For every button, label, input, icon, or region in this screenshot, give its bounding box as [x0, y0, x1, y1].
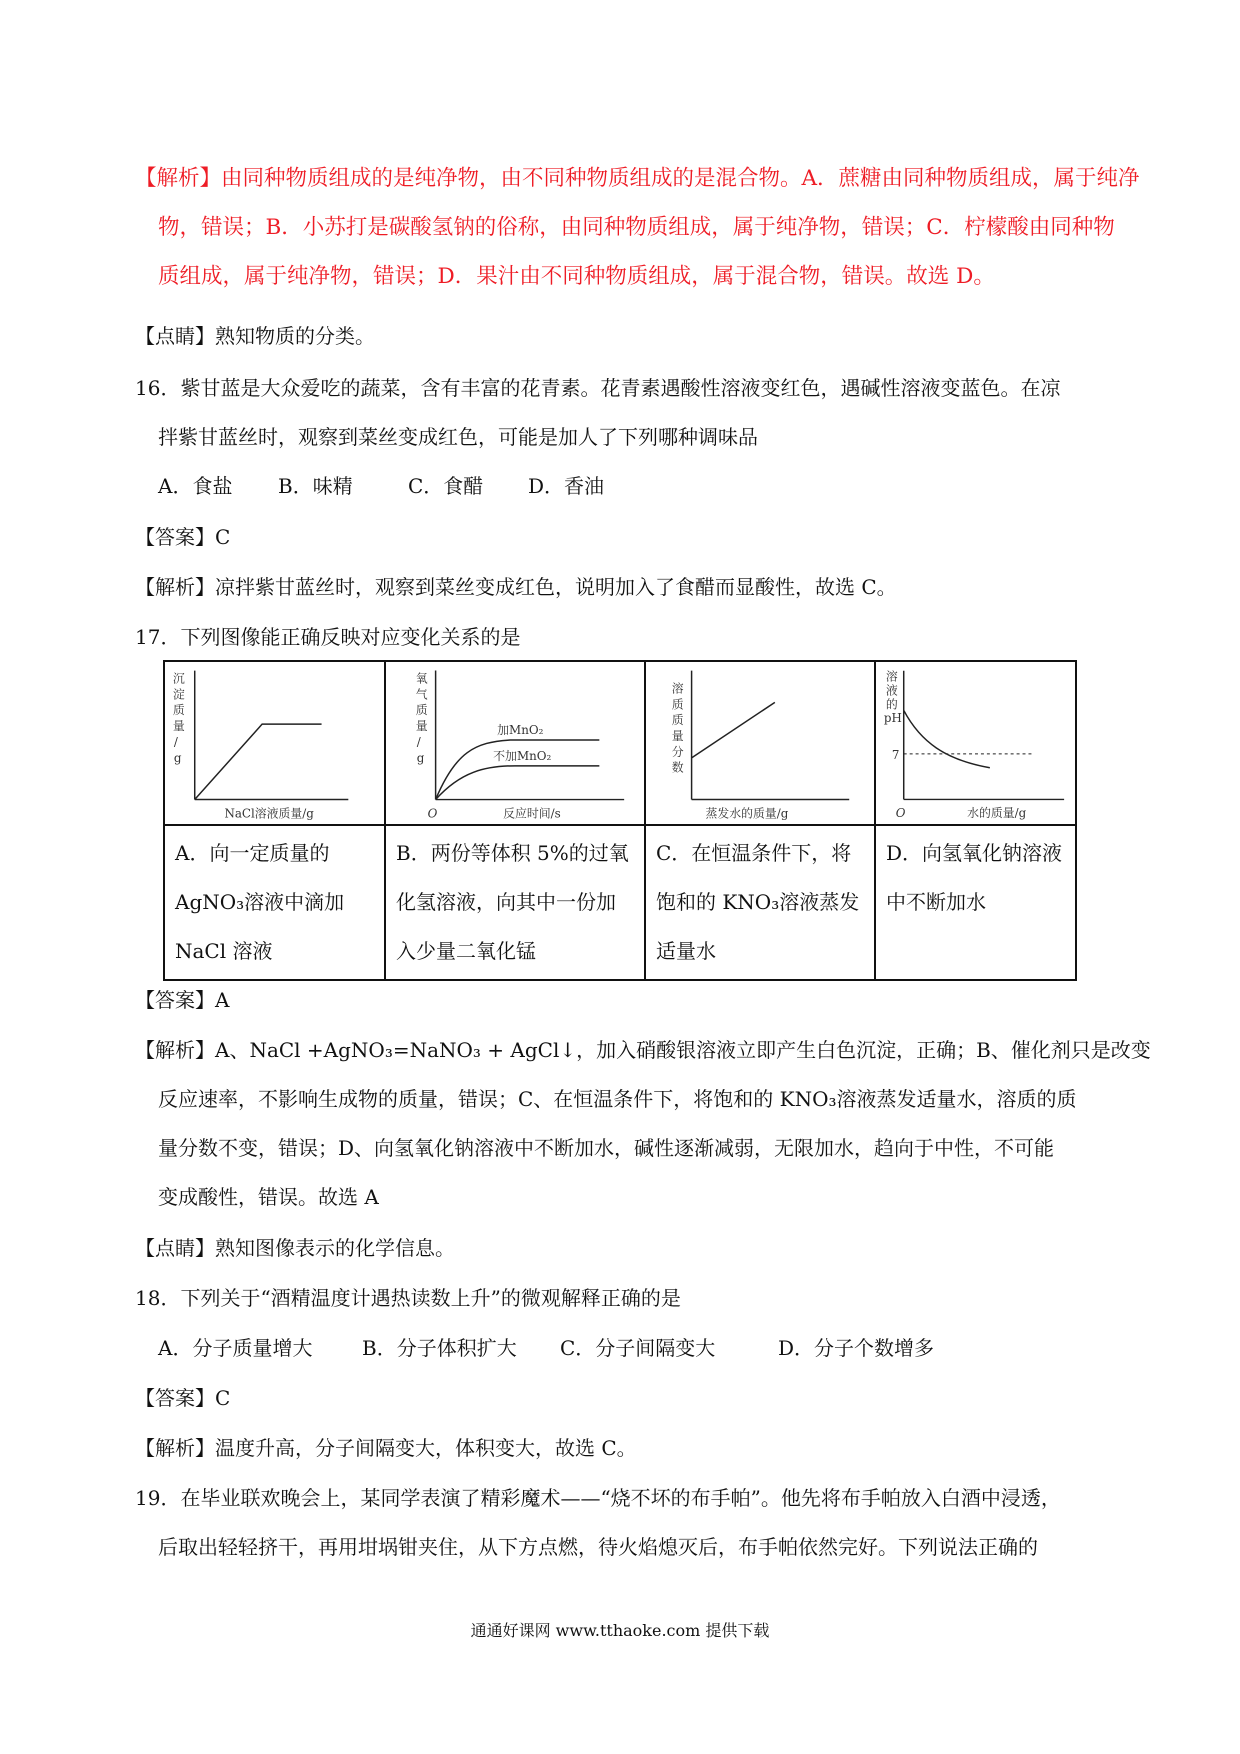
question-16-stem-line2: 拌紫甘蓝丝时，观察到菜丝变成红色，可能是加人了下列哪种调味品 [158, 425, 758, 449]
chart-c-solute-fraction [646, 662, 874, 824]
analysis-q15-line3: 质组成，属于纯净物，错误；D．果汁由不同种物质组成，属于混合物，错误。故选 D。 [158, 264, 995, 289]
question-18-option-b: B．分子体积扩大 [362, 1336, 517, 1360]
chart-a-precipitate-mass [165, 662, 384, 824]
chart-d-cell [875, 661, 1076, 825]
question-19-stem-line2: 后取出轻轻挤干，再用坩埚钳夹住，从下方点燃，待火焰熄灭后，布手帕依然完好。下列说法正确的 [158, 1535, 1038, 1559]
option-c-line-3: 适量水 [656, 939, 716, 963]
question-16-option-d: D．香油 [528, 474, 605, 498]
page-footer: 通通好课网 www.tthaoke.com 提供下载 [470, 1621, 770, 1640]
option-b-description [385, 825, 645, 980]
option-a-line-2: AgNO₃溶液中滴加 [175, 890, 345, 914]
question-18-option-c: C．分子间隔变大 [560, 1336, 716, 1360]
chart-d-ylabel-2: 液 [885, 683, 898, 698]
question-18-stem: 18．下列关于“酒精温度计遇热读数上升”的微观解释正确的是 [135, 1286, 681, 1310]
option-d-line-1: D．向氢氧化钠溶液 [886, 841, 1063, 865]
chart-b-label-without-mno2: 不加MnO₂ [493, 748, 552, 763]
tip-q15: 【点睛】熟知物质的分类。 [135, 324, 375, 348]
chart-b-curve-without-catalyst [436, 766, 600, 800]
chart-c-ylabel-3: 质 [671, 713, 684, 728]
chart-b-xlabel: 反应时间/s [503, 806, 561, 821]
analysis-q16: 【解析】凉拌紫甘蓝丝时，观察到菜丝变成红色，说明加入了食醋而显酸性，故选 C。 [135, 575, 897, 599]
chart-a-ylabel-1: 沉 [172, 671, 185, 686]
chart-d-ylabel-1: 溶 [885, 669, 898, 684]
answer-q17: 【答案】A [135, 988, 230, 1012]
option-a-description [164, 825, 385, 980]
analysis-q18: 【解析】温度升高，分子间隔变大，体积变大，故选 C。 [135, 1436, 637, 1460]
chart-d-curve [904, 710, 990, 767]
chart-d-xlabel: 水的质量/g [967, 806, 1027, 821]
tip-q17: 【点睛】熟知图像表示的化学信息。 [135, 1236, 455, 1260]
question-16-option-a: A．食盐 [158, 474, 233, 498]
question-16-option-c: C．食醋 [408, 474, 484, 498]
chart-b-ylabel-3: 质 [415, 703, 428, 718]
question-18-option-d: D．分子个数增多 [778, 1336, 935, 1360]
option-a-line-3: NaCl 溶液 [175, 939, 273, 963]
chart-c-ylabel-4: 量 [671, 729, 684, 744]
answer-q16: 【答案】C [135, 525, 231, 549]
chart-b-cell [385, 661, 645, 825]
question-16-option-b: B．味精 [278, 474, 353, 498]
chart-a-ylabel-5: / [173, 734, 178, 749]
question-16-stem-line1: 16．紫甘蓝是大众爱吃的蔬菜，含有丰富的花青素。花青素遇酸性溶液变红色，遇碱性溶液变蓝色。在凉 [135, 376, 1061, 400]
option-a-line-1: A．向一定质量的 [175, 841, 330, 865]
chart-d-origin: O [895, 806, 906, 821]
option-c-line-2: 饱和的 KNO₃溶液蒸发 [656, 890, 860, 914]
chart-b-ylabel-4: 量 [415, 719, 428, 734]
option-d-line-2: 中不断加水 [886, 890, 986, 914]
analysis-q17-line1: 【解析】A、NaCl +AgNO₃=NaNO₃ + AgCl↓，加入硝酸银溶液立即产生白色沉淀，正确；B、催化剂只是改变 [135, 1038, 1151, 1062]
chart-c-cell [645, 661, 875, 825]
analysis-q17-line2: 反应速率，不影响生成物的质量，错误；C、在恒温条件下，将饱和的 KNO₃溶液蒸发适量水，溶质的质 [158, 1087, 1077, 1111]
question-17-chart-table [163, 660, 1077, 981]
chart-a-ylabel-2: 淀 [172, 687, 185, 702]
answer-q18: 【答案】C [135, 1386, 231, 1410]
chart-d-ph [876, 662, 1075, 824]
analysis-q17-line3: 量分数不变，错误；D、向氢氧化钠溶液中不断加水，碱性逐渐减弱，无限加水，趋向于中性，不可能 [158, 1136, 1055, 1160]
option-b-line-1: B．两份等体积 5%的过氧 [396, 841, 629, 865]
option-c-line-1: C．在恒温条件下，将 [656, 841, 852, 865]
chart-a-curve [195, 724, 322, 799]
chart-d-tick-7: 7 [891, 747, 900, 762]
chart-c-ylabel-2: 质 [671, 697, 684, 712]
analysis-q15-line2: 物，错误；B．小苏打是碳酸氢钠的俗称，由同种物质组成，属于纯净物，错误；C．柠檬酸由同种物 [158, 215, 1115, 240]
analysis-q15-line1: 【解析】由同种物质组成的是纯净物，由不同种物质组成的是混合物。A．蔗糖由同种物质组成，属于纯净 [135, 166, 1140, 191]
option-d-description [875, 825, 1076, 980]
chart-a-ylabel-3: 质 [172, 703, 185, 718]
chart-a-cell [164, 661, 385, 825]
chart-b-ylabel-2: 气 [415, 687, 428, 702]
chart-d-ylabel-4: pH [883, 711, 902, 726]
option-b-line-3: 入少量二氧化锰 [396, 939, 536, 963]
chart-b-ylabel-6: g [416, 750, 425, 765]
chart-b-ylabel-1: 氧 [415, 671, 428, 686]
analysis-q17-line4: 变成酸性，错误。故选 A [158, 1185, 379, 1209]
chart-c-ylabel-6: 数 [671, 760, 684, 775]
option-b-line-2: 化氢溶液，向其中一份加 [396, 890, 616, 914]
chart-c-ylabel-5: 分 [671, 744, 684, 759]
question-19-stem-line1: 19．在毕业联欢晚会上，某同学表演了精彩魔术——“烧不坏的布手帕”。他先将布手帕放入白酒中浸透， [135, 1486, 1061, 1510]
chart-c-ylabel-1: 溶 [671, 681, 684, 696]
chart-a-ylabel-4: 量 [172, 719, 185, 734]
chart-c-xlabel: 蒸发水的质量/g [705, 806, 789, 821]
chart-a-ylabel-6: g [173, 750, 182, 765]
chart-b-ylabel-5: / [416, 734, 421, 749]
chart-b-origin: O [427, 806, 438, 821]
chart-b-oxygen-mass [386, 662, 644, 824]
option-c-description [645, 825, 875, 980]
chart-a-xlabel: NaCl溶液质量/g [224, 806, 314, 821]
chart-b-label-with-mno2: 加MnO₂ [497, 723, 544, 738]
chart-c-curve [692, 702, 775, 758]
question-18-option-a: A．分子质量增大 [158, 1336, 313, 1360]
chart-d-ylabel-3: 的 [885, 697, 898, 712]
question-17-stem: 17．下列图像能正确反映对应变化关系的是 [135, 625, 521, 649]
